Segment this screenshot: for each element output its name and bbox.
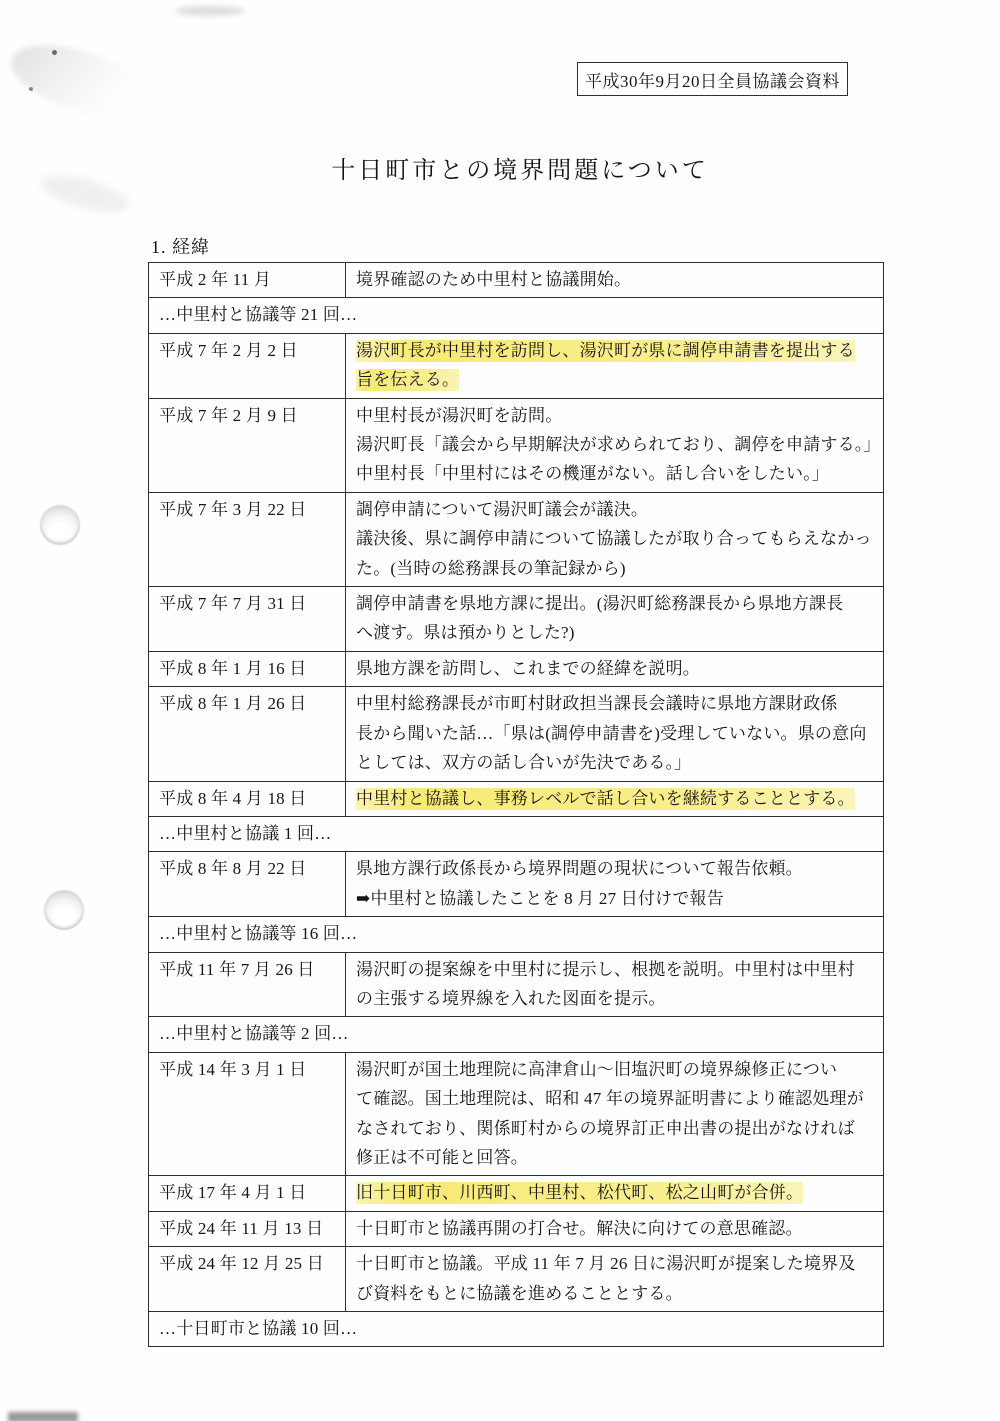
table-row [149, 1247, 884, 1312]
date-cell: 平成 11 年 7 月 26 日 [149, 952, 346, 1017]
consultation-count-note: …中里村と協議等 16 回… [149, 917, 884, 952]
event-text-line [356, 784, 875, 813]
event-cell [346, 492, 884, 586]
event-text: 湯沢町が国土地理院に高津倉山〜旧塩沢町の境界線修正につい [356, 1059, 838, 1079]
event-text-line [356, 984, 875, 1013]
event-text: 長から聞いた話…「県は(調停申請書を)受理していない。県の意向 [356, 723, 867, 743]
event-cell [346, 1176, 884, 1211]
scan-smudge [2, 30, 163, 133]
event-text: 調停申請書を県地方課に提出。(湯沢町総務課長から県地方課長 [356, 594, 844, 614]
table-row [149, 651, 884, 686]
event-cell [346, 952, 884, 1017]
event-text: なされており、関係町村からの境界訂正申出書の提出がなければ [356, 1118, 855, 1138]
event-text-line [356, 748, 875, 777]
event-text: び資料をもとに協議を進めることとする。 [356, 1283, 683, 1303]
table-row [149, 333, 884, 398]
event-text-line [356, 589, 875, 618]
scan-smudge [175, 6, 245, 16]
table-row-separator [149, 298, 884, 333]
event-text-line [356, 1114, 875, 1143]
scan-speck [29, 87, 33, 91]
event-cell [346, 1211, 884, 1246]
event-text: 議決後、県に調停申請について協議したが取り合ってもらえなかっ [356, 529, 872, 549]
event-text-line [356, 459, 875, 488]
event-text: 中里村長「中里村にはその機運がない。話し合いをしたい。」 [356, 464, 830, 484]
event-text-line [356, 618, 875, 647]
event-text-line [356, 1143, 875, 1172]
event-text-line [356, 1055, 875, 1084]
highlighted-text: 中里村と協議し、事務レベルで話し合いを継続することとする。 [356, 788, 855, 808]
consultation-count-note: …中里村と協議等 2 回… [149, 1017, 884, 1052]
event-text-line [356, 336, 875, 365]
date-cell: 平成 7 年 3 月 22 日 [149, 492, 346, 586]
date-cell: 平成 14 年 3 月 1 日 [149, 1052, 346, 1176]
date-cell: 平成 17 年 4 月 1 日 [149, 1176, 346, 1211]
event-text: 修正は不可能と回答。 [356, 1147, 528, 1167]
table-row-separator [149, 917, 884, 952]
event-text: としては、双方の話し合いが先決である。」 [356, 753, 692, 773]
table-row [149, 781, 884, 816]
event-text-line [356, 430, 881, 459]
event-text-line [356, 265, 875, 294]
consultation-count-note: …中里村と協議 1 回… [149, 816, 884, 851]
consultation-count-note: …中里村と協議等 21 回… [149, 298, 884, 333]
date-cell: 平成 2 年 11 月 [149, 263, 346, 298]
event-text: 県地方課を訪問し、これまでの経緯を説明。 [356, 658, 700, 678]
event-cell [346, 587, 884, 652]
table-row [149, 1052, 884, 1176]
event-cell [346, 651, 884, 686]
event-cell [346, 852, 884, 917]
event-text: 十日町市と協議再開の打合せ。解決に向けての意思確認。 [356, 1218, 803, 1238]
scan-speck [52, 50, 57, 55]
event-text: 県地方課行政係長から境界問題の現状について報告依頼。 [356, 859, 803, 879]
event-text-line [356, 554, 875, 583]
event-text: 調停申請について湯沢町議会が議決。 [356, 499, 649, 519]
highlighted-text: 旨を伝える。 [356, 370, 460, 390]
event-text-line [356, 719, 875, 748]
event-text: 中里村総務課長が市町村財政担当課長会議時に県地方課財政係 [356, 694, 838, 714]
event-cell [346, 781, 884, 816]
meeting-document-note: 平成30年9月20日全員協議会資料 [577, 62, 848, 96]
table-row [149, 263, 884, 298]
consultation-count-note: …十日町市と協議 10 回… [149, 1312, 884, 1347]
date-cell: 平成 7 年 2 月 9 日 [149, 398, 346, 492]
event-text-line [356, 854, 875, 883]
event-text-line [356, 1084, 875, 1113]
event-text-line [356, 654, 875, 683]
table-row [149, 952, 884, 1017]
event-text-line [356, 884, 875, 913]
date-cell: 平成 7 年 7 月 31 日 [149, 587, 346, 652]
event-text-line [356, 1214, 875, 1243]
section-heading-history: 1. 経緯 [151, 237, 210, 257]
event-text: 境界確認のため中里村と協議開始。 [356, 270, 632, 289]
table-row-separator [149, 1017, 884, 1052]
date-cell: 平成 8 年 8 月 22 日 [149, 852, 346, 917]
event-cell [346, 1247, 884, 1312]
event-text-line [356, 401, 875, 430]
history-table-body [149, 263, 884, 1347]
scan-smudge [8, 1412, 78, 1421]
highlighted-text: 湯沢町長が中里村を訪問し、湯沢町が県に調停申請書を提出する [356, 340, 855, 360]
page-title: 十日町市との境界問題について [331, 158, 709, 184]
event-text: て確認。国土地理院は、昭和 47 年の境界証明書により確認処理が [356, 1089, 864, 1109]
event-text-line [356, 955, 875, 984]
date-cell: 平成 24 年 11 月 13 日 [149, 1211, 346, 1246]
event-text-line [356, 1249, 875, 1278]
event-text: 湯沢町の提案線を中里村に提示し、根拠を説明。中里村は中里村 [356, 959, 855, 979]
hole-punch-mark [44, 890, 84, 930]
table-row [149, 687, 884, 781]
highlighted-text: 旧十日町市、川西町、中里村、松代町、松之山町が合併。 [356, 1183, 804, 1203]
event-text: た。(当時の総務課長の筆記録から) [356, 558, 626, 578]
table-row [149, 398, 884, 492]
event-text: 十日町市と協議。平成 11 年 7 月 26 日に湯沢町が提案した境界及 [356, 1254, 856, 1274]
event-cell [346, 398, 884, 492]
event-text-line [356, 524, 875, 553]
date-cell: 平成 7 年 2 月 2 日 [149, 333, 346, 398]
table-row [149, 587, 884, 652]
table-row [149, 852, 884, 917]
event-cell [346, 1052, 884, 1176]
event-text: 湯沢町長「議会から早期解決が求められており、調停を申請する。」 [356, 435, 881, 455]
event-text-line [356, 689, 875, 718]
event-text: の主張する境界線を入れた図面を提示。 [356, 988, 666, 1008]
event-text-line [356, 1178, 875, 1207]
table-row [149, 492, 884, 586]
event-cell [346, 687, 884, 781]
table-row [149, 1211, 884, 1246]
event-text: へ渡す。県は預かりとした?) [356, 623, 575, 643]
event-text-line [356, 495, 875, 524]
hole-punch-mark [40, 505, 80, 545]
event-text: 中里村長が湯沢町を訪問。 [356, 405, 563, 425]
date-cell: 平成 24 年 12 月 25 日 [149, 1247, 346, 1312]
table-row-separator [149, 1312, 884, 1347]
date-cell: 平成 8 年 1 月 16 日 [149, 651, 346, 686]
table-row-separator [149, 816, 884, 851]
table-row [149, 1176, 884, 1211]
event-cell [346, 263, 884, 298]
event-text-line [356, 365, 875, 394]
date-cell: 平成 8 年 1 月 26 日 [149, 687, 346, 781]
date-cell: 平成 8 年 4 月 18 日 [149, 781, 346, 816]
history-table [148, 262, 884, 1347]
event-text: ➡中里村と協議したことを 8 月 27 日付けで報告 [356, 888, 724, 908]
event-text-line [356, 1279, 875, 1308]
event-cell [346, 333, 884, 398]
